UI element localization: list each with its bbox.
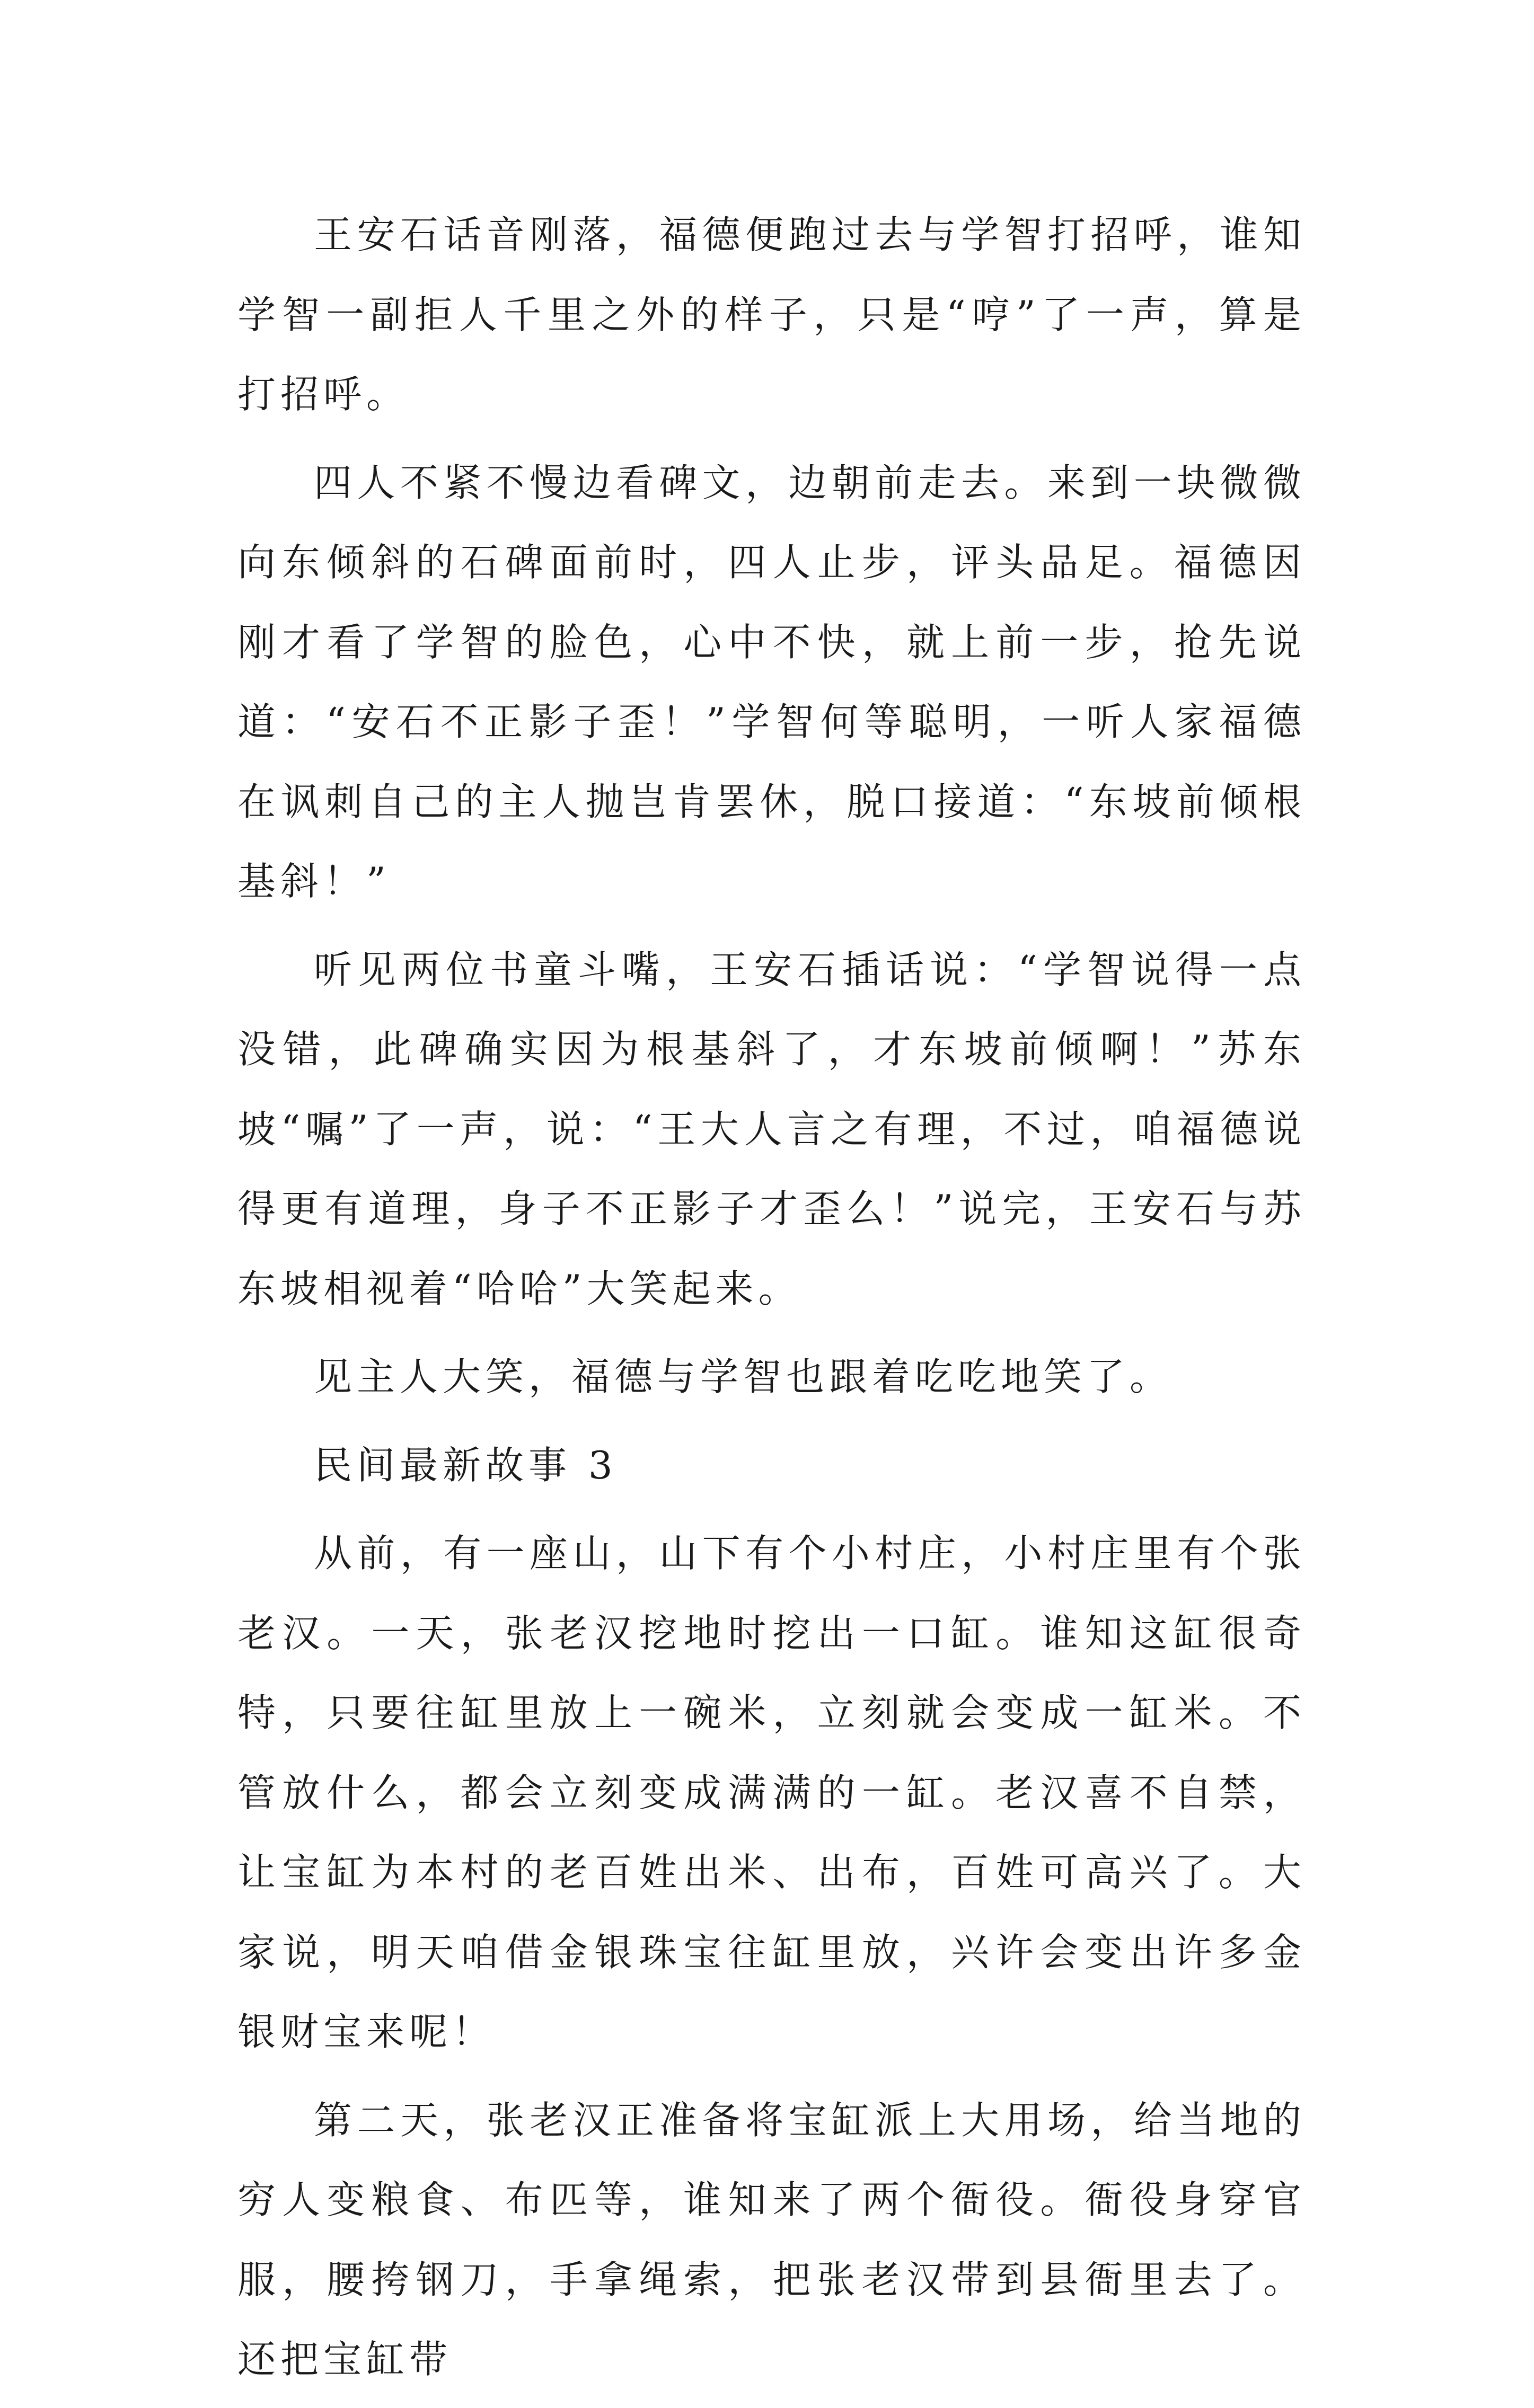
paragraph-1: 王安石话音刚落，福德便跑过去与学智打招呼，谁知学智一副拒人千里之外的样子，只是“哼”了一声，算是打招呼。 <box>237 213 1306 417</box>
document-body <box>237 195 1306 2408</box>
section-title: 民间最新故事 3 <box>314 1442 618 1488</box>
paragraph-4: 见主人大笑，福德与学智也跟着吃吃地笑了。 <box>314 1354 1173 1399</box>
section-paragraph-1: 从前，有一座山，山下有个小村庄，小村庄里有个张老汉。一天，张老汉挖地时挖出一口缸。谁知这缸很奇特，只要往缸里放上一碗米，立刻就会变成一缸米。不管放什么，都会立刻变成满满的一缸。老汉喜不自禁，让宝缸为本村的老百姓出米、出布，百姓可高兴了。大家说，明天咱借金银珠宝往缸里放，兴许会变出许多金银财宝来呢！ <box>237 1531 1306 2054</box>
paragraph-2: 四人不紧不慢边看碑文，边朝前走去。来到一块微微向东倾斜的石碑面前时，四人止步，评头品足。福德因刚才看了学智的脸色，心中不快，就上前一步，抢先说道：“安石不正影子歪！”学智何等聪明，一听人家福德在讽刺自己的主人抛岂肯罢休，脱口接道：“东坡前倾根基斜！” <box>237 460 1306 904</box>
section-paragraph-2: 第二天，张老汉正准备将宝缸派上大用场，给当地的穷人变粮食、布匹等，谁知来了两个衙役。衙役身穿官服，腰挎钢刀，手拿绳索，把张老汉带到县衙里去了。还把宝缸带 <box>237 2097 1306 2382</box>
paragraph-3: 听见两位书童斗嘴，王安石插话说：“学智说得一点没错，此碑确实因为根基斜了，才东坡前倾啊！”苏东坡“嘱”了一声，说：“王大人言之有理，不过，咱福德说得更有道理，身子不正影子才歪么！”说完，王安石与苏东坡相视着“哈哈”大笑起来。 <box>237 947 1306 1311</box>
